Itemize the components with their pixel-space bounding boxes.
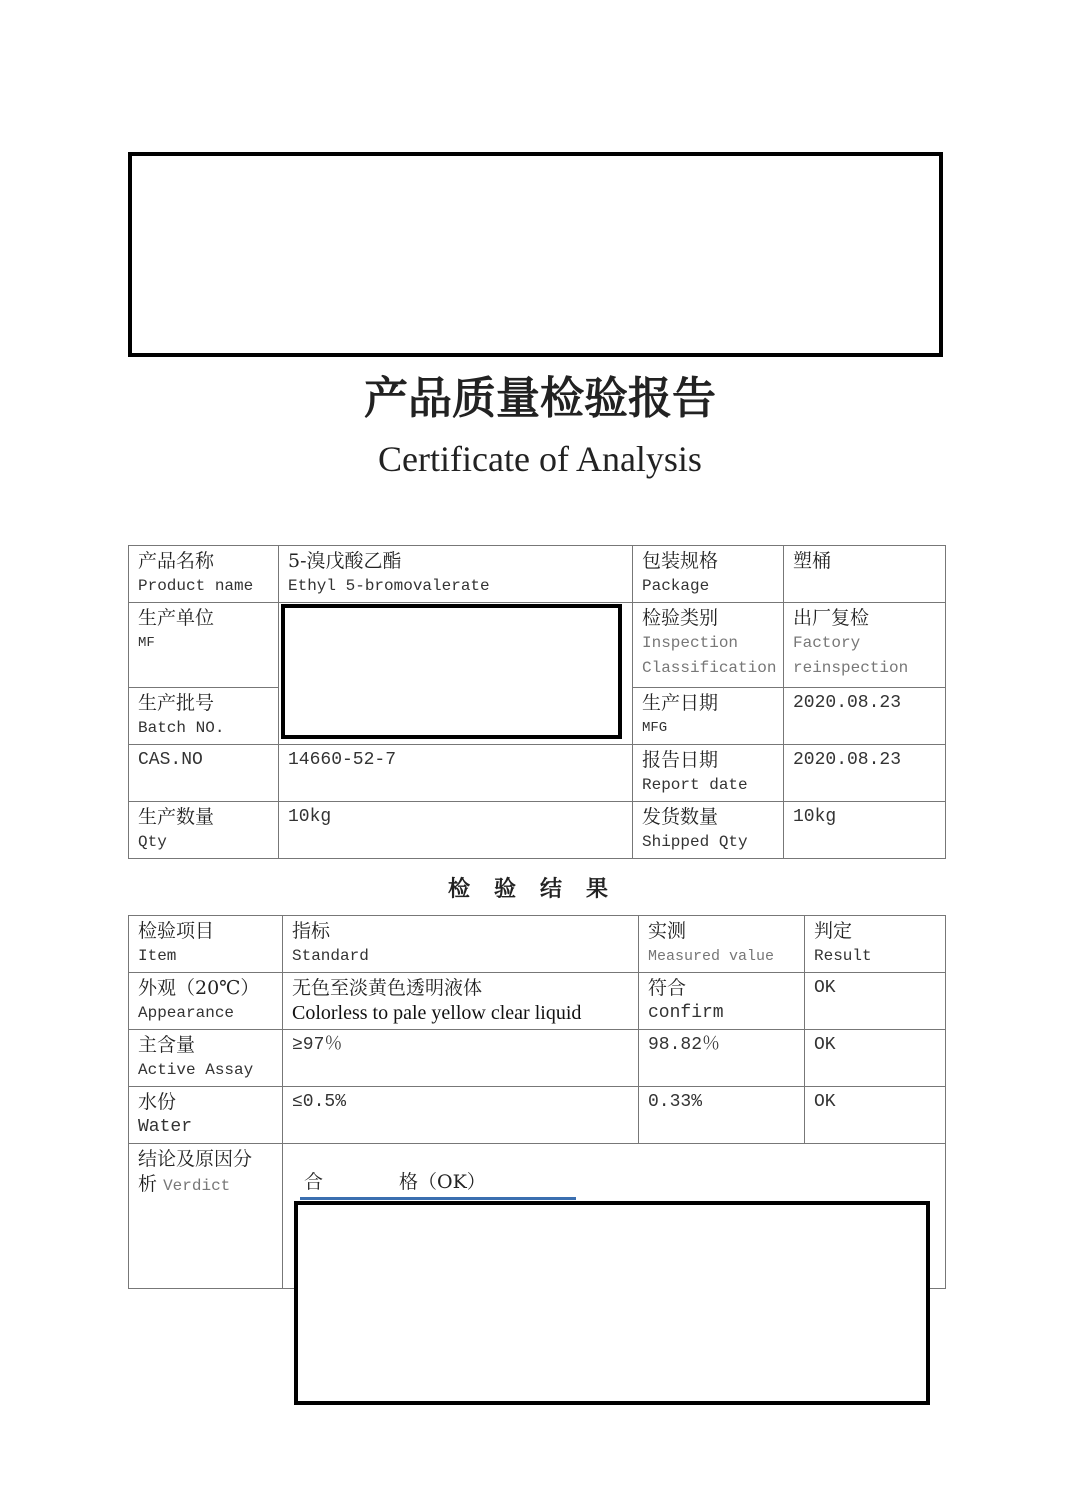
product-name-cn: 5-溴戊酸乙酯 bbox=[288, 550, 402, 572]
table-row bbox=[129, 802, 946, 859]
measured: 0.33% bbox=[648, 1092, 703, 1112]
standard: 无色至淡黄色透明液体 bbox=[292, 977, 483, 999]
verdict-label: 析 bbox=[138, 1173, 158, 1195]
label-en: Classification bbox=[642, 659, 777, 677]
value-en: reinspection bbox=[793, 659, 909, 677]
label-en: Inspection bbox=[642, 634, 739, 652]
value-en: Factory bbox=[793, 634, 861, 652]
verdict-label-en: Verdict bbox=[163, 1177, 231, 1195]
item: 外观（20℃） bbox=[138, 977, 260, 999]
item-en: Appearance bbox=[138, 1004, 235, 1022]
header-en: Item bbox=[138, 947, 177, 965]
header-en: Result bbox=[814, 947, 872, 965]
report-date: 2020.08.23 bbox=[793, 750, 902, 770]
label: 发货数量 bbox=[642, 806, 719, 828]
result: OK bbox=[814, 978, 836, 998]
table-row bbox=[129, 745, 946, 802]
label-en: Report date bbox=[642, 776, 748, 794]
item-en: Water bbox=[138, 1117, 193, 1137]
product-name-en: Ethyl 5-bromovalerate bbox=[288, 577, 490, 595]
verdict-underline bbox=[300, 1197, 576, 1200]
label-en: MF bbox=[138, 635, 155, 651]
table-row bbox=[129, 1087, 946, 1144]
item: 水份 bbox=[138, 1091, 177, 1113]
label-en: Shipped Qty bbox=[642, 833, 748, 851]
measured-en: confirm bbox=[648, 1003, 724, 1023]
verdict-value: 合 格（OK） bbox=[304, 1171, 486, 1193]
title-chinese: 产品质量检验报告 bbox=[364, 373, 716, 424]
table-row bbox=[129, 546, 946, 603]
verdict-label: 结论及原因分 bbox=[138, 1148, 253, 1170]
table-row bbox=[129, 973, 946, 1030]
header: 指标 bbox=[292, 920, 331, 942]
header: 实测 bbox=[648, 920, 687, 942]
header: 判定 bbox=[814, 920, 853, 942]
label: CAS.NO bbox=[138, 750, 203, 770]
results-title: 检验结果 bbox=[447, 876, 632, 902]
inspection-class-value: 出厂复检 bbox=[793, 607, 870, 629]
redacted-manufacturer-batch bbox=[281, 604, 622, 739]
shipped-quantity: 10kg bbox=[793, 807, 837, 827]
result: OK bbox=[814, 1035, 836, 1055]
label-en: Package bbox=[642, 577, 710, 595]
header: 检验项目 bbox=[138, 920, 215, 942]
label-en: Product name bbox=[138, 577, 254, 595]
package-value: 塑桶 bbox=[793, 550, 832, 572]
title-english: Certificate of Analysis bbox=[378, 439, 702, 479]
item: 主含量 bbox=[138, 1034, 196, 1056]
label-en: Qty bbox=[138, 833, 167, 851]
label: 生产日期 bbox=[642, 692, 719, 714]
label: 报告日期 bbox=[642, 749, 719, 771]
header-en: Measured value bbox=[648, 948, 775, 965]
label: 生产数量 bbox=[138, 806, 215, 828]
standard-en: Colorless to pale yellow clear liquid bbox=[292, 1002, 582, 1024]
label: 包装规格 bbox=[642, 550, 719, 572]
result: OK bbox=[814, 1092, 836, 1112]
label: 产品名称 bbox=[138, 550, 215, 572]
cas-number: 14660-52-7 bbox=[288, 750, 397, 770]
measured: 符合 bbox=[648, 977, 687, 999]
label: 检验类别 bbox=[642, 607, 719, 629]
measured: 98.82％ bbox=[648, 1035, 721, 1055]
label: 生产批号 bbox=[138, 692, 215, 714]
quantity: 10kg bbox=[288, 807, 332, 827]
standard: ≤0.5% bbox=[292, 1092, 347, 1112]
mfg-date: 2020.08.23 bbox=[793, 693, 902, 713]
item-en: Active Assay bbox=[138, 1061, 254, 1079]
standard: ≥97％ bbox=[292, 1035, 343, 1055]
table-row bbox=[129, 1030, 946, 1087]
header-en: Standard bbox=[292, 947, 369, 965]
label-en: Batch NO. bbox=[138, 719, 225, 737]
label: 生产单位 bbox=[138, 607, 215, 629]
table-header-row bbox=[129, 916, 946, 973]
label-en: MFG bbox=[642, 720, 668, 736]
redacted-header bbox=[128, 152, 943, 357]
redacted-signature bbox=[294, 1201, 930, 1405]
